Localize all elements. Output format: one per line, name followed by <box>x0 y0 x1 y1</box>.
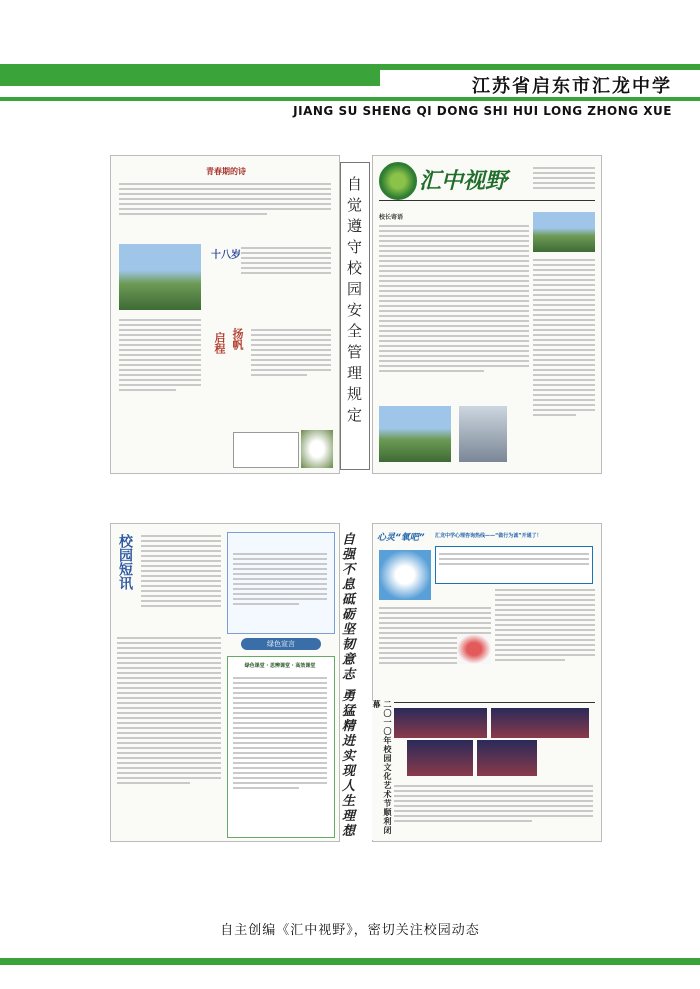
poem-title: 青春期的诗 <box>206 167 246 176</box>
school-seal-icon <box>379 162 417 200</box>
masthead-title: 校园短讯 <box>117 534 133 590</box>
festival-side-title: 二〇一〇年校园文化艺术节顺利闭幕 <box>372 700 394 840</box>
text-block <box>141 532 221 610</box>
text-block <box>233 550 327 608</box>
masthead-info <box>533 164 595 192</box>
heart-illustration <box>379 550 431 600</box>
flower-illustration <box>457 634 491 664</box>
page-caption: 自主创编《汇中视野》，密切关注校园动态 <box>220 923 480 938</box>
bottom-green-bar <box>0 958 700 965</box>
rule <box>379 702 595 703</box>
hotline-blurb <box>435 546 593 584</box>
masthead-title: 汇中视野 <box>419 168 508 194</box>
section-label: 十八岁 <box>211 250 241 261</box>
text-block <box>119 316 201 394</box>
school-building-photo <box>533 212 595 252</box>
school-name-en: JIANG SU SHENG QI DONG SHI HUI LONG ZHONG XUE <box>293 104 672 118</box>
header-divider <box>0 97 700 101</box>
text-block <box>241 244 331 277</box>
festival-stage-photo-3 <box>407 740 473 776</box>
section-label: 校长寄语 <box>379 214 404 221</box>
text-block <box>119 180 331 218</box>
stamp-right: 扬帆 <box>231 328 244 350</box>
festival-stage-photo-4 <box>477 740 537 776</box>
newspaper-page-3 <box>110 523 340 842</box>
info-box <box>233 432 299 468</box>
text-block <box>379 222 529 375</box>
text-block <box>251 326 331 379</box>
festival-stage-photo-2 <box>491 708 589 738</box>
portrait-photo <box>459 406 507 462</box>
classroom-subhead: 绿色课堂 · 思辨课堂 · 高效课堂 <box>244 663 316 669</box>
hotline-title: 汇龙中学心理咨询热线——“做行为诚”开通了！ <box>435 533 542 539</box>
safety-slogan: 自觉遵守校园安全管理规定 <box>345 176 363 428</box>
text-block <box>533 256 595 419</box>
oxygen-bar-title: 心灵“氧吧” <box>377 533 425 543</box>
text-block <box>233 674 327 792</box>
motto-slogan: 自强不息砥砺坚韧意志 勇猛精进实现人生理想 <box>339 532 354 839</box>
text-block <box>117 634 221 787</box>
lily-flower-photo <box>301 430 333 468</box>
top-green-block <box>0 70 380 86</box>
campus-aerial-photo <box>379 406 451 462</box>
stamp-left: 启程 <box>213 332 226 354</box>
text-block <box>391 782 593 825</box>
newspaper-page-2 <box>372 155 602 474</box>
campus-lake-photo <box>119 244 201 310</box>
newspaper-page-1 <box>110 155 340 474</box>
text-block <box>495 586 595 664</box>
school-name-cn: 江苏省启东市汇龙中学 <box>472 76 672 97</box>
festival-stage-photo-1 <box>391 708 487 738</box>
rule <box>379 200 595 201</box>
newspaper-page-4 <box>372 523 602 842</box>
green-declaration-banner: 绿色宣言 <box>241 638 321 650</box>
